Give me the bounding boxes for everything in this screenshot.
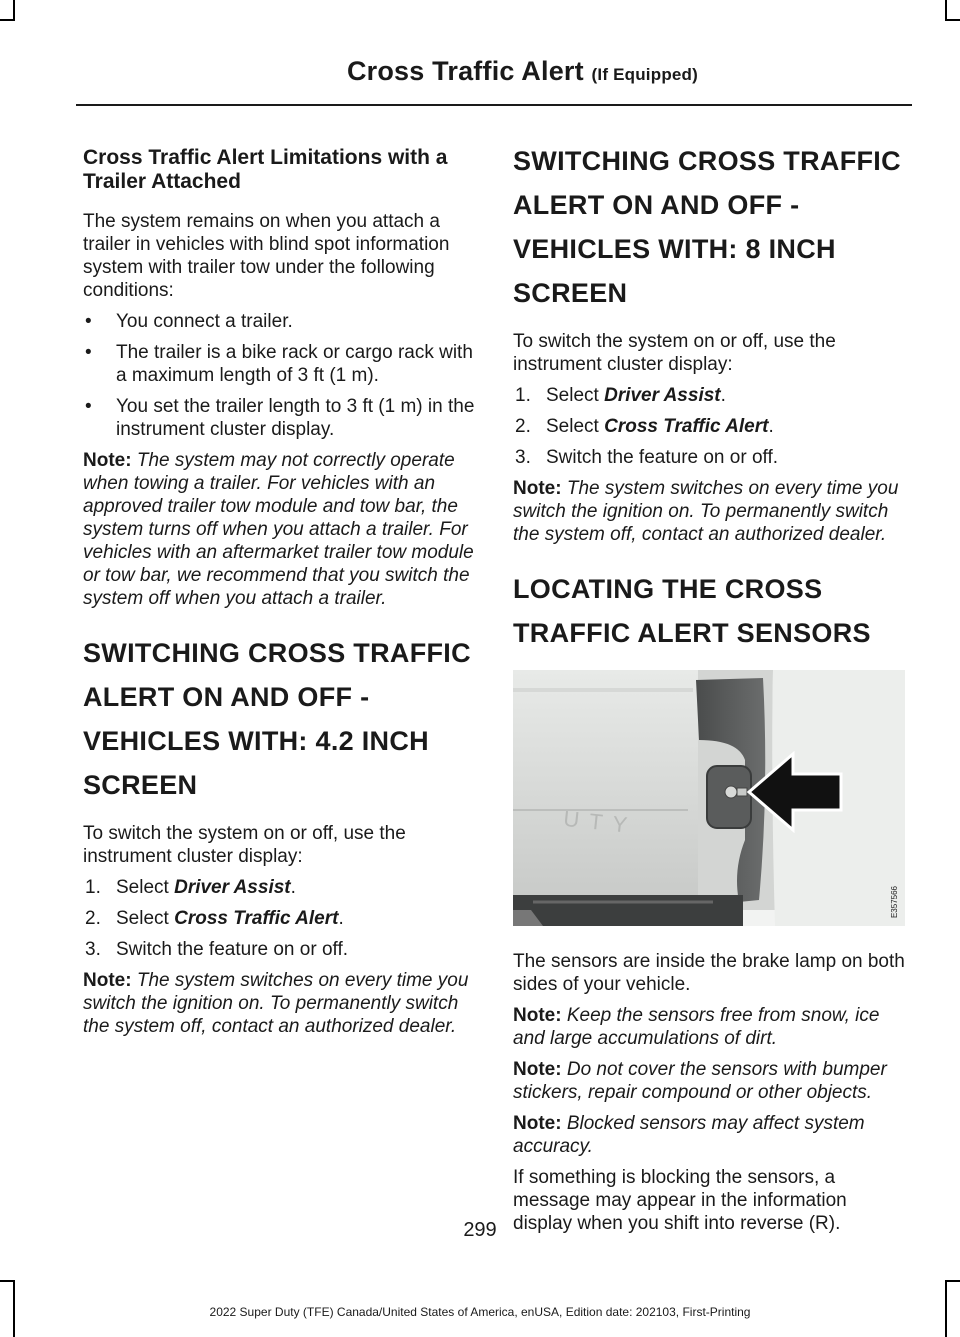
crop-mark-top-right-v: [945, 0, 947, 20]
sensor-location-illustration: [513, 670, 905, 926]
step-menu-label: Cross Traffic Alert: [604, 416, 769, 437]
note-ignition: [513, 477, 905, 546]
heading-line: SCREEN: [513, 278, 628, 308]
heading-line: VEHICLES WITH: 4.2 INCH: [83, 726, 429, 756]
step-number: 2.: [85, 908, 101, 929]
note-ignition: [83, 969, 475, 1038]
step-suffix: .: [768, 416, 774, 437]
crop-mark-top-left-v: [13, 0, 15, 20]
step-prefix: Select: [546, 385, 599, 406]
limitations-heading: Cross Traffic Alert Limitations with a Trailer Attached: [83, 146, 448, 193]
note-label: Note:: [83, 970, 132, 991]
step-number: 3.: [515, 447, 531, 468]
step-number: 3.: [85, 939, 101, 960]
heading-line: SWITCHING CROSS TRAFFIC: [83, 638, 471, 668]
step-suffix: .: [720, 385, 726, 406]
step-number: 2.: [515, 416, 531, 437]
section-heading-locating-sensors: [513, 574, 905, 648]
crop-mark-bottom-left-h: [0, 1280, 15, 1282]
crop-mark-bottom-right-h: [945, 1280, 960, 1282]
note-label: Note:: [513, 478, 562, 499]
step-text: Switch the feature on or off.: [546, 447, 779, 468]
note-label: Note:: [513, 1059, 562, 1080]
step-menu-label: Driver Assist: [604, 385, 721, 406]
switch-intro: To switch the system on or off, use the instrument cluster display:: [83, 823, 406, 867]
left-column: [83, 146, 475, 1046]
step-number: 1.: [515, 385, 531, 406]
header-title-suffix: (If Equipped): [591, 65, 698, 84]
page-number: 299: [463, 1219, 497, 1241]
step-item: [83, 907, 475, 930]
crop-mark-top-left-h: [0, 19, 15, 21]
step-item: [513, 384, 905, 407]
steps-list: [83, 876, 475, 961]
heading-line: ALERT ON AND OFF -: [83, 682, 370, 712]
page-header-title: [347, 56, 698, 87]
limitations-bullet-list: [83, 310, 475, 441]
heading-line: VEHICLES WITH: 8 INCH: [513, 234, 836, 264]
step-item: [513, 446, 905, 469]
note-text: The system may not correctly operate when towing a trailer. For vehicles with an approved trailer tow module and tow bar, the system turns off when you attach a trailer. For vehicles with an aftermarket trailer tow module or tow bar, we recommend that you switch the system off when you attach a trailer.: [83, 450, 474, 609]
sensor-icon: [725, 786, 737, 798]
step-number: 1.: [85, 877, 101, 898]
header-title-main: Cross Traffic Alert: [346, 56, 584, 86]
bullet-item: • You connect a trailer.: [83, 310, 475, 333]
bullet-item: • The trailer is a bike rack or cargo rack with a maximum length of 3 ft (1 m).: [83, 341, 475, 387]
note-do-not-cover: [513, 1058, 905, 1104]
step-menu-label: Cross Traffic Alert: [174, 908, 339, 929]
step-suffix: .: [290, 877, 296, 898]
heading-line: TRAFFIC ALERT SENSORS: [513, 618, 871, 648]
step-prefix: Select: [116, 877, 169, 898]
section-heading-4-2-inch: [83, 638, 475, 800]
step-prefix: Select: [116, 908, 169, 929]
figure-code: E357566: [890, 885, 899, 918]
sensors-location-text: The sensors are inside the brake lamp on both sides of your vehicle.: [513, 951, 905, 995]
heading-line: SWITCHING CROSS TRAFFIC: [513, 146, 901, 176]
note-text: The system switches on every time you switch the ignition on. To permanently switch the system off, contact an authorized dealer.: [513, 478, 899, 545]
right-column: [513, 146, 905, 1243]
edition-footer: 2022 Super Duty (TFE) Canada/United States of America, enUSA, Edition date: 202103, First-Printing: [209, 1305, 751, 1319]
note-trailer-towing: [83, 449, 475, 610]
heading-line: SCREEN: [83, 770, 198, 800]
note-text: Do not cover the sensors with bumper stickers, repair compound or other objects.: [513, 1059, 887, 1103]
step-menu-label: Driver Assist: [174, 877, 291, 898]
bullet-item: • You set the trailer length to 3 ft (1 m) in the instrument cluster display.: [83, 395, 475, 441]
step-item: [83, 938, 475, 961]
blocking-message-text: If something is blocking the sensors, a message may appear in the information display when you shift into reverse (R).: [513, 1167, 847, 1234]
step-item: [83, 876, 475, 899]
steps-list: [513, 384, 905, 469]
section-heading-8-inch: [513, 146, 905, 308]
note-label: Note:: [513, 1113, 562, 1134]
note-text: Blocked sensors may affect system accuracy.: [513, 1113, 865, 1157]
limitations-intro: The system remains on when you attach a trailer in vehicles with blind spot information system with trailer tow under the following conditions:: [83, 211, 450, 301]
step-text: Switch the feature on or off.: [116, 939, 349, 960]
note-keep-free: [513, 1004, 905, 1050]
note-label: Note:: [83, 450, 132, 471]
note-text: Keep the sensors free from snow, ice and large accumulations of dirt.: [513, 1005, 880, 1049]
header-rule: [76, 104, 912, 106]
tailgate-panel: [513, 670, 698, 895]
note-label: Note:: [513, 1005, 562, 1026]
bumper: [513, 895, 743, 926]
tailgate-lettering: UTY: [562, 805, 639, 839]
switch-intro: To switch the system on or off, use the instrument cluster display:: [513, 331, 836, 375]
note-text: The system switches on every time you switch the ignition on. To permanently switch the system off, contact an authorized dealer.: [83, 970, 469, 1037]
step-suffix: .: [338, 908, 344, 929]
step-prefix: Select: [546, 416, 599, 437]
heading-line: ALERT ON AND OFF -: [513, 190, 800, 220]
crop-mark-top-right-h: [945, 19, 960, 21]
truck-rear-illustration: [513, 670, 905, 926]
heading-line: LOCATING THE CROSS: [513, 574, 823, 604]
note-blocked-sensors: [513, 1112, 905, 1158]
step-item: [513, 415, 905, 438]
